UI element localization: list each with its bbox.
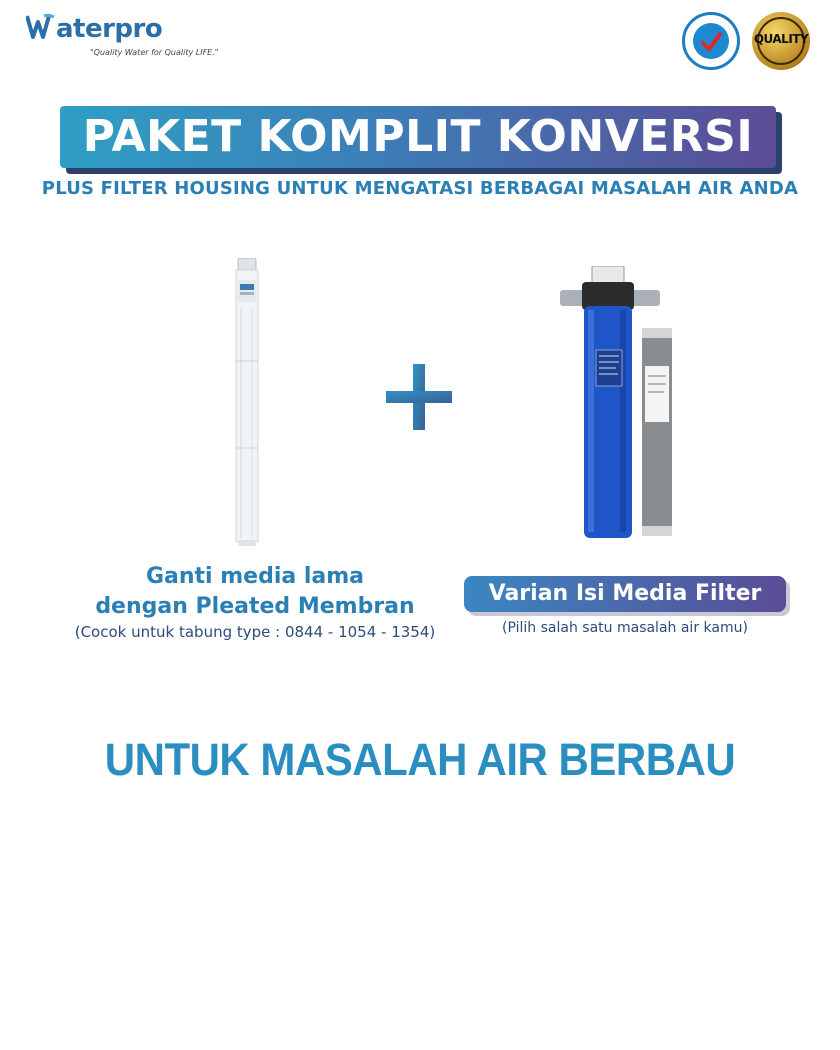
page-subtitle: PLUS FILTER HOUSING UNTUK MENGATASI BERBAGAI MASALAH AIR ANDA	[41, 178, 799, 199]
quality-badge-label: QUALITY	[753, 32, 809, 46]
media-variant-note: (Pilih salah satu masalah air kamu)	[502, 620, 748, 636]
media-variant-label: Varian Isi Media Filter	[488, 581, 762, 606]
membrane-compatibility-note: (Cocok untuk tabung type : 0844 - 1054 - 1354)	[74, 623, 436, 641]
waterpro-logo	[26, 10, 226, 60]
pleated-membrane-image	[232, 258, 264, 548]
page-title: PAKET KOMPLIT KONVERSI	[82, 111, 754, 162]
membrane-caption-line2: dengan Pleated Membran	[95, 594, 415, 619]
check-icon	[693, 23, 729, 59]
brand-tagline: "Quality Water for Quality LIFE."	[90, 48, 219, 57]
problem-headline: UNTUK MASALAH AIR BERBAU	[104, 734, 736, 785]
title-banner	[60, 106, 776, 168]
premium-quality-badge	[752, 12, 810, 70]
plus-icon	[386, 364, 452, 430]
membrane-caption-line1: Ganti media lama	[145, 564, 365, 589]
membrane-caption	[40, 562, 470, 642]
media-variant-pill	[464, 576, 786, 612]
performance-guarantee-badge	[682, 12, 740, 70]
filter-housing-image	[560, 266, 675, 546]
brand-name: aterpro	[26, 10, 162, 45]
